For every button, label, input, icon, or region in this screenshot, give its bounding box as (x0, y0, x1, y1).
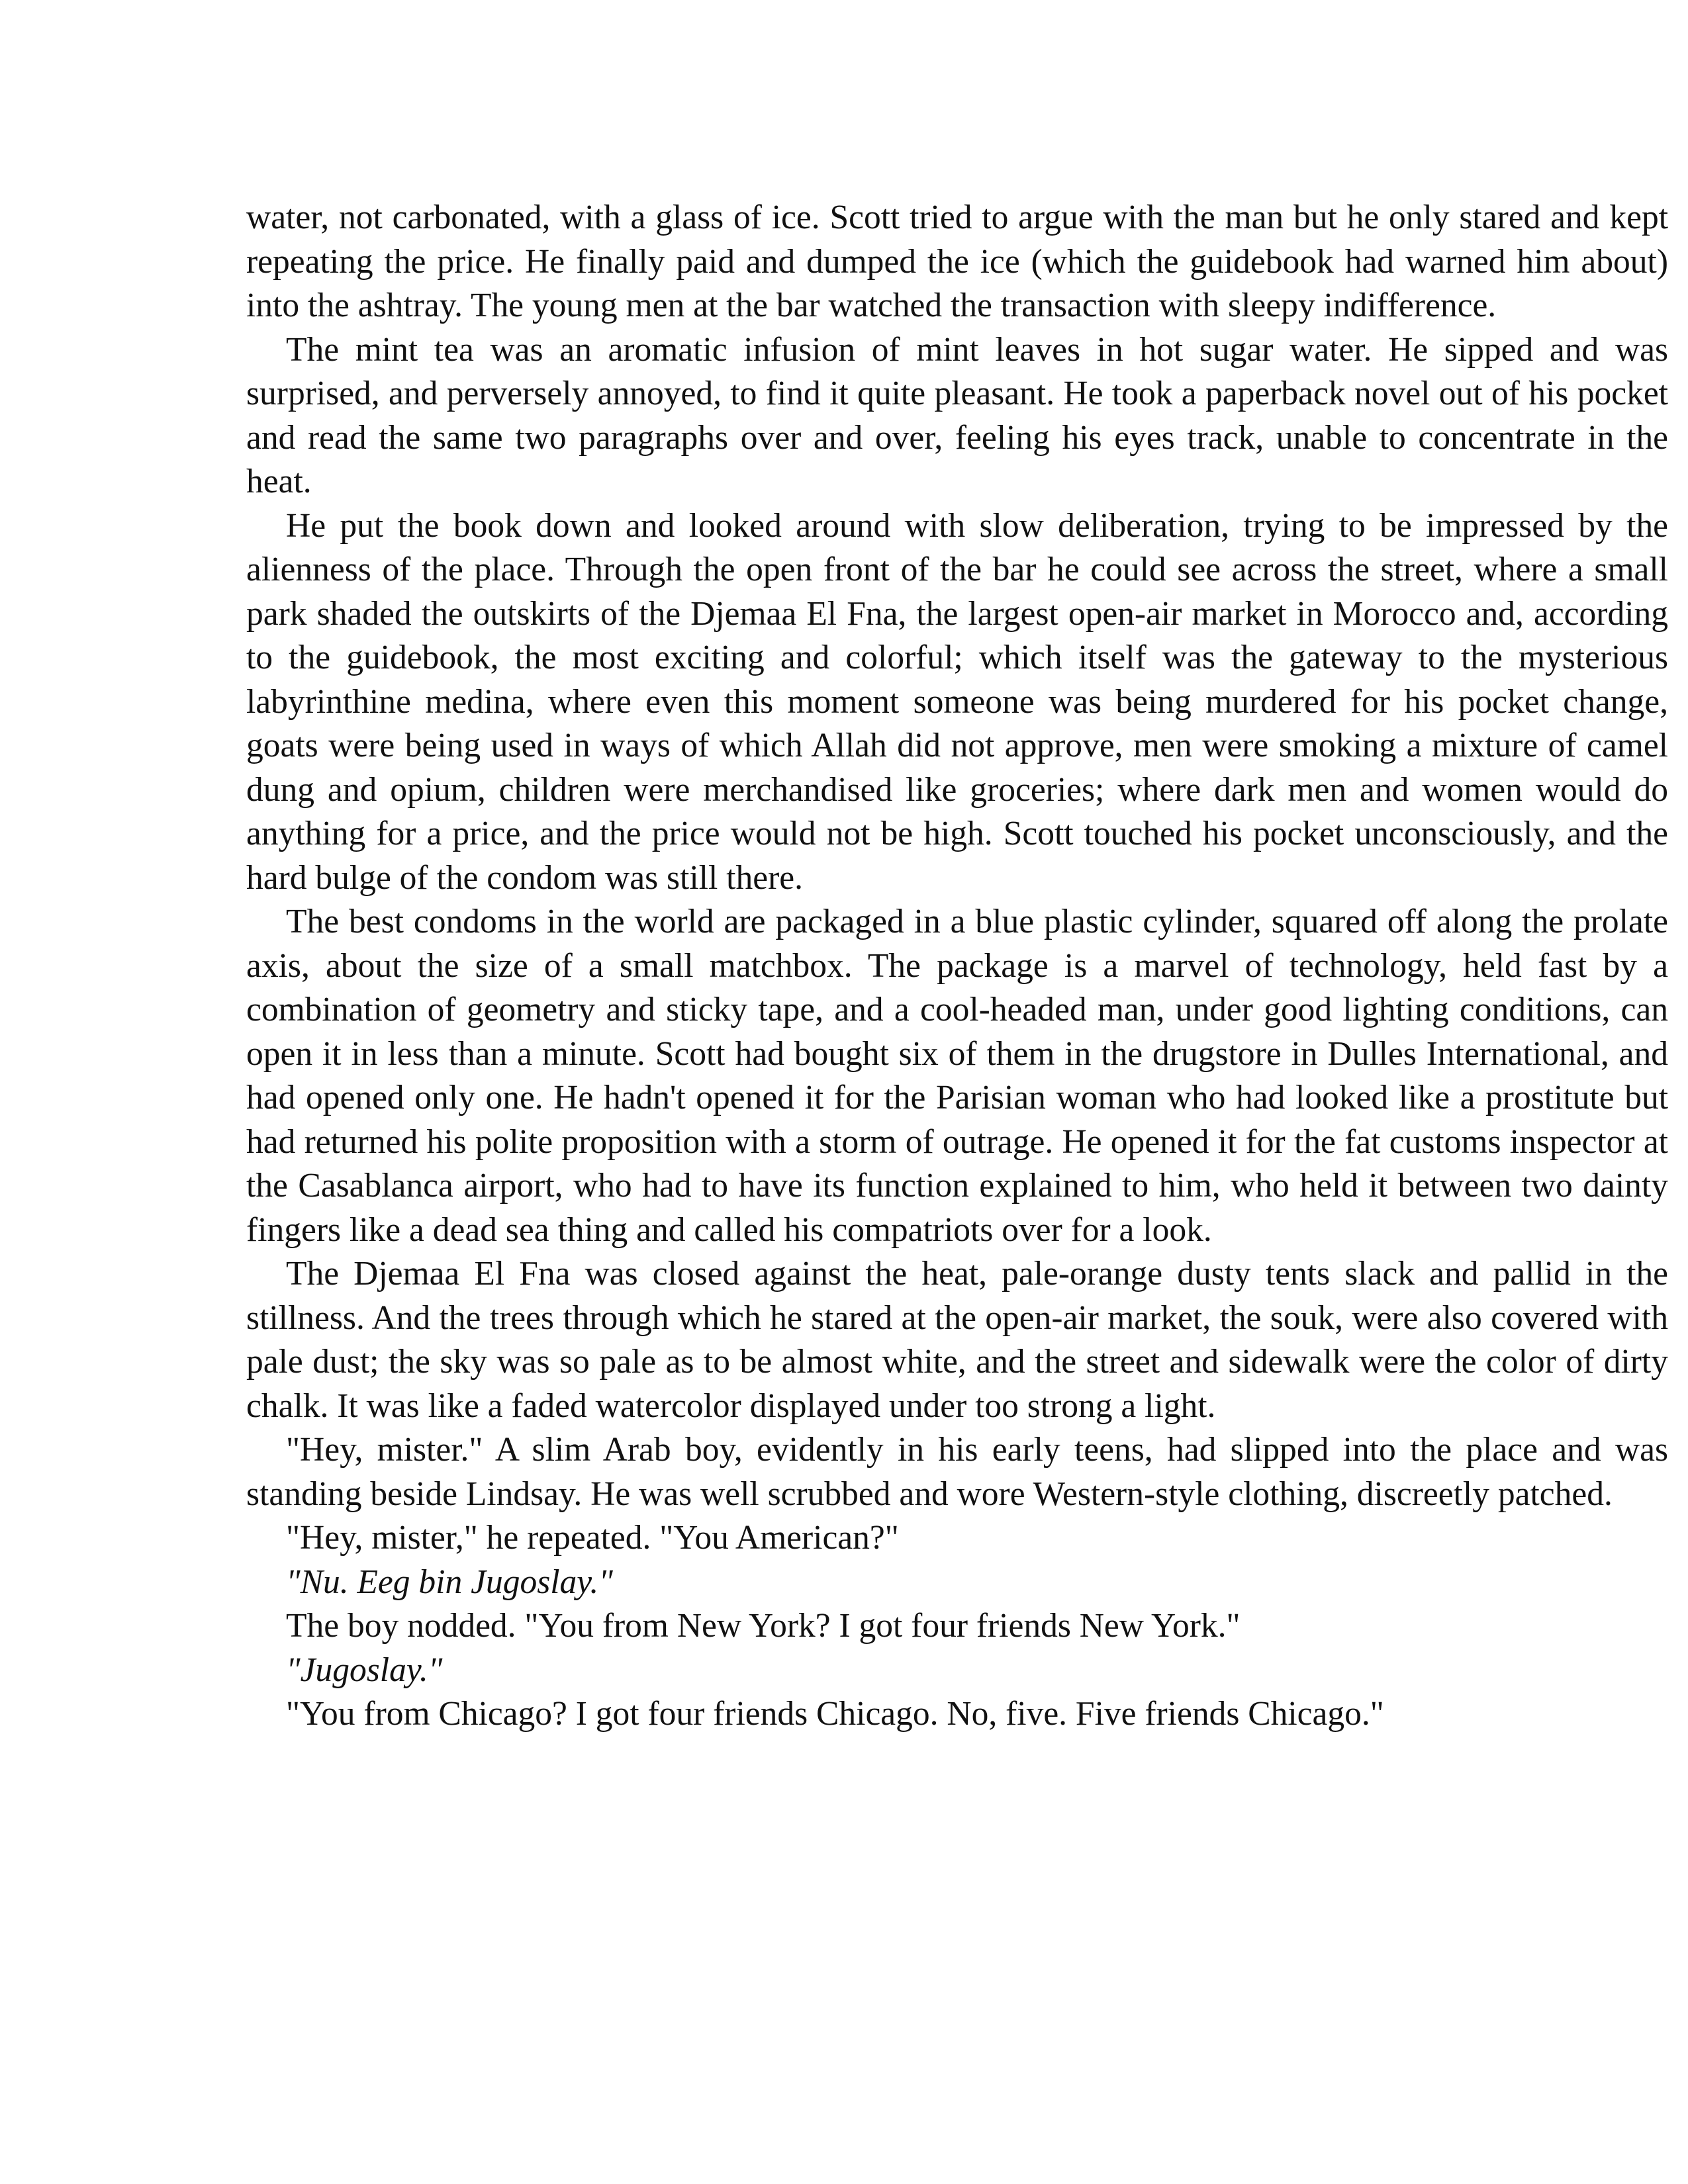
dialog-line: The boy nodded. "You from New York? I got four friends New York." (286, 1607, 1241, 1645)
book-page (246, 196, 1668, 1737)
dialog-line-italic: "Jugoslay." (286, 1651, 443, 1689)
paragraph-condoms: The best condoms in the world are packaged in a blue plastic cylinder, squared off along the prolate axis, about the size of a small matchbox. The package is a marvel of technology, held fast by a combination of geometry and sticky tape, and a cool-headed man, under good lighting conditions, can open it in less than a minute. Scott had bought six of them in the drugstore in Dulles International, and had opened only one. He hadn't opened it for the Parisian woman who had looked like a prostitute but had returned his polite proposition with a storm of outrage. He opened it for the fat customs inspector at the Casablanca airport, who had to have its function explained to him, who held it between two dainty fingers like a dead sea thing and called his compatriots over for a look. (246, 903, 1668, 1249)
dialog-line: "You from Chicago? I got four friends Chicago. No, five. Five friends Chicago." (286, 1695, 1384, 1733)
dialog-line: "Hey, mister," he repeated. "You American?" (286, 1519, 899, 1557)
paragraph-continuation: water, not carbonated, with a glass of ice. Scott tried to argue with the man but he only stared and kept repeating the price. He finally paid and dumped the ice (which the guidebook had warned him about) into the ashtray. The young men at the bar watched the transaction with sleepy indifference. (246, 199, 1668, 324)
dialog-line-italic: "Nu. Eeg bin Jugoslay." (286, 1563, 613, 1601)
paragraph-djemaa-el-fna: He put the book down and looked around with slow deliberation, trying to be impressed by the alienness of the place. Through the open front of the bar he could see across the street, where a small park shaded the outskirts of the Djemaa El Fna, the largest open-air market in Morocco and, according to the guidebook, the most exciting and colorful; which itself was the gateway to the mysterious labyrinthine medina, where even this moment someone was being murdered for his pocket change, goats were being used in ways of which Allah did not approve, men were smoking a mixture of camel dung and opium, children were merchandised like groceries; where dark men and women would do anything for a price, and the price would not be high. Scott touched his pocket unconsciously, and the hard bulge of the condom was still there. (246, 506, 1668, 897)
paragraph-mint-tea: The mint tea was an aromatic infusion of mint leaves in hot sugar water. He sipped and was surprised, and perversely annoyed, to find it quite pleasant. He took a paperback novel out of his pocket and read the same two paragraphs over and over, feeling his eyes track, unable to concentrate in the heat. (246, 330, 1668, 500)
paragraph-heat: The Djemaa El Fna was closed against the heat, pale-orange dusty tents slack and pallid in the stillness. And the trees through which he stared at the open-air market, the souk, were also covered with pale dust; the sky was so pale as to be almost white, and the street and sidewalk were the color of dirty chalk. It was like a faded watercolor displayed under too strong a light. (246, 1255, 1668, 1425)
paragraph-arab-boy: "Hey, mister." A slim Arab boy, evidently in his early teens, had slipped into the place and was standing beside Lindsay. He was well scrubbed and wore Western-style clothing, discreetly patched. (246, 1431, 1668, 1513)
